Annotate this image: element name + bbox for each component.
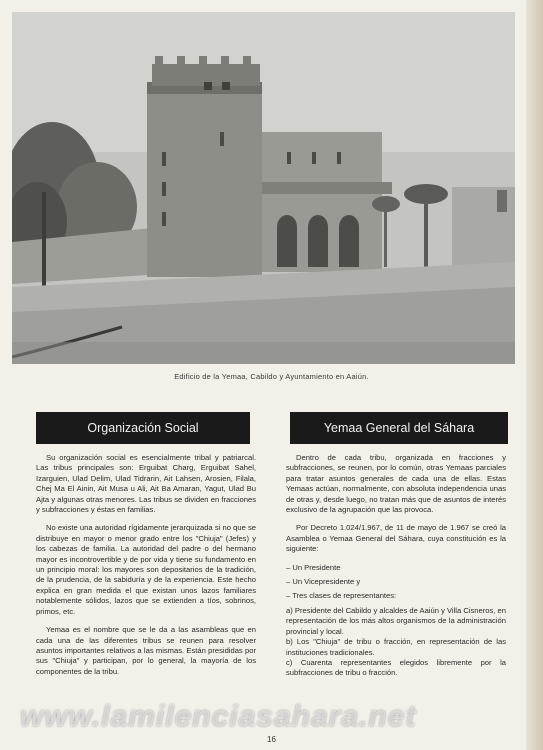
photo-caption: Edificio de la Yemaa, Cabildo y Ayuntamiento en Aaiún. <box>174 372 369 381</box>
watermark: www.lamilenciasahara.net <box>20 700 417 733</box>
sub-list-item: a) Presidente del Cabildo y alcaldes de Aaiún y Villa Cisneros, en representación de los más altos organismos de la administración provincial y local. <box>286 605 506 636</box>
list-item: – Un Vicepresidente y <box>286 577 361 587</box>
paragraph: Su organización social es esencialmente tribal y patriarcal. Las tribus principales son: Erguibat Charg, Erguibat Sahel, Izarguien, Ulad Delim, Ulad Tidrarin, Ait Lahsen, Arosien, Filala, Chej Ma El Ainin, Ait Musa u Ali, Ait Ba Amaran, Yagut, Ulad Bu Ajta y algunas otras menores. Las tribus se dividen en fracciones y subfracciones y éstas en familias. <box>36 453 256 515</box>
heading-organizacion-social: Organización Social <box>36 412 250 444</box>
page-number: 16 <box>267 735 276 744</box>
heading-yemaa-general: Yemaa General del Sáhara <box>290 412 508 444</box>
right-column-text <box>286 453 506 679</box>
paragraph: Yemaa es el nombre que se le da a las asambleas que en cada una de las diferentes tribus se reunen para resolver asuntos importantes relativos a las mismas. Están presididas por sus "Chiuja" y participan, por lo general, la mayoría de los componentes de la tribu. <box>36 625 256 676</box>
list-item: – Tres clases de representantes: <box>286 591 397 601</box>
building-photo <box>12 12 515 364</box>
paragraph: Por Decreto 1.024/1.967, de 11 de mayo de 1.967 se creó la Asamblea o Yemaa General del Sáhara, cuya constitución es la siguiente: <box>286 523 506 554</box>
left-column-text <box>36 453 256 685</box>
sub-list-item: b) Los "Chiuja" de tribu o fracción, en representación de las instituciones tradicionales. <box>286 637 506 657</box>
paragraph: Dentro de cada tribu, organizada en fracciones y subfracciones, se reunen, por lo común, otras Yemaas parciales para tratar asuntos generales de cada una de ellas. Estas Yemaas actúan, normalmente, con absoluta independencia unas de otras y, desde luego, no tratan más que de asuntos de interés exclusivo de la agrupación que las provoca. <box>286 453 506 515</box>
list-item: – Un Presidente <box>286 562 341 572</box>
paragraph: No existe una autoridad rígidamente jerarquizada si no que se distribuye en mayor o menor grado entre los "Chiuja" (Jefes) y los cabezas de familia. La autoridad del padre o del hermano mayor es incontrovertible y de por vida y tiene su fundamento en un principio moral: los mayores son depositarios de la tradición, de la prudencia, de la sabiduría y de la experiencia. Este hecho explica en gran medida el que existan unos lazos familiares notablemente sólidos, lazos que se extienden a tíos, sobrinos, primos, etc. <box>36 523 256 616</box>
sub-list-item: c) Cuarenta representantes elegidos libremente por la subfracciones de tribu o fracción. <box>286 657 506 678</box>
